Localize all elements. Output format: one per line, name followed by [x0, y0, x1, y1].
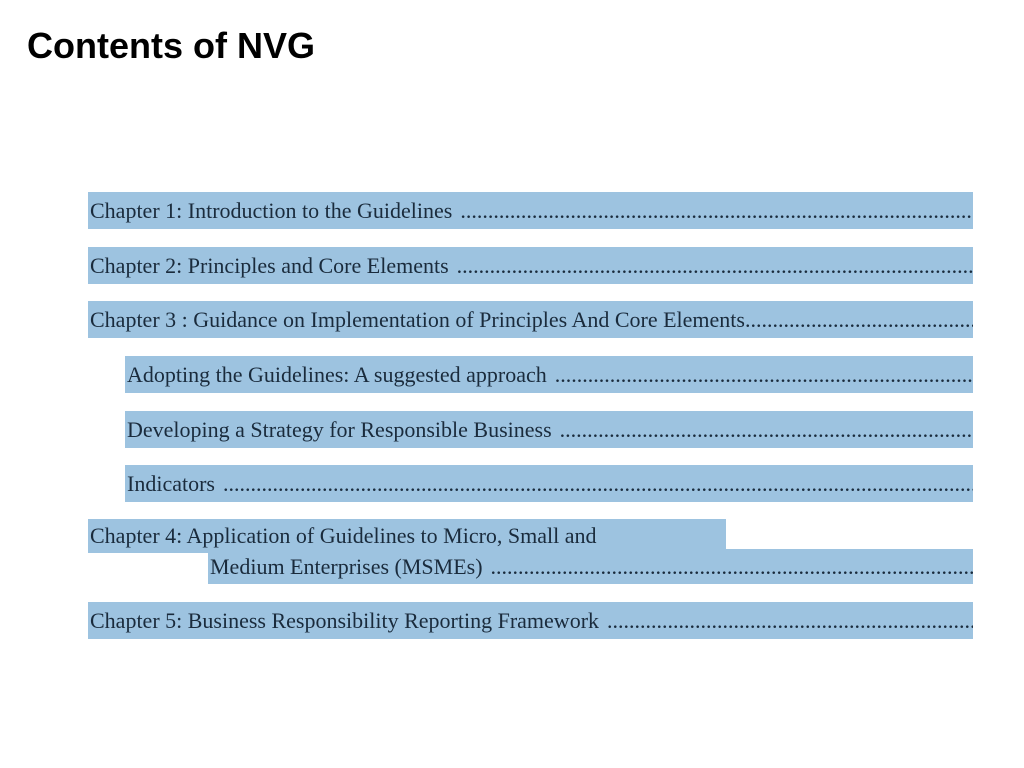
toc-entry-label: Indicators	[127, 471, 215, 496]
toc-entry-label: Chapter 3 : Guidance on Implementation of Principles And Core Elements	[90, 307, 745, 332]
dot-leader	[560, 411, 973, 448]
dot-leader	[491, 549, 973, 584]
toc-entry-chapter-1	[88, 192, 973, 229]
toc-entry-chapter-3	[88, 301, 973, 338]
dot-leader	[745, 301, 973, 338]
dot-leader	[555, 356, 973, 393]
toc-entry-label: Adopting the Guidelines: A suggested approach	[127, 362, 547, 387]
slide-title: Contents of NVG	[27, 25, 315, 66]
toc-entry-chapter-5	[88, 602, 973, 639]
toc-entry-label: Chapter 5: Business Responsibility Reporting Framework	[90, 608, 600, 633]
toc-entry-label: Chapter 2: Principles and Core Elements	[90, 253, 449, 278]
toc-entry-chapter-2	[88, 247, 973, 284]
toc-subentry-indicators	[125, 465, 973, 502]
toc-subentry-developing-strategy	[125, 411, 973, 448]
dot-leader	[607, 602, 973, 639]
dot-leader	[457, 247, 973, 284]
toc-entry-label: Chapter 1: Introduction to the Guidelines	[90, 198, 453, 223]
toc-entry-chapter-4	[88, 519, 726, 553]
dot-leader	[223, 465, 973, 502]
toc-entry-label-continuation: Medium Enterprises (MSMEs)	[210, 554, 483, 579]
toc-entry-label: Chapter 4: Application of Guidelines to Micro, Small and	[90, 523, 597, 548]
toc-subentry-adopting-guidelines	[125, 356, 973, 393]
dot-leader	[460, 192, 973, 229]
toc-entry-chapter-4-continuation	[208, 549, 973, 584]
toc-entry-label: Developing a Strategy for Responsible Business	[127, 417, 552, 442]
